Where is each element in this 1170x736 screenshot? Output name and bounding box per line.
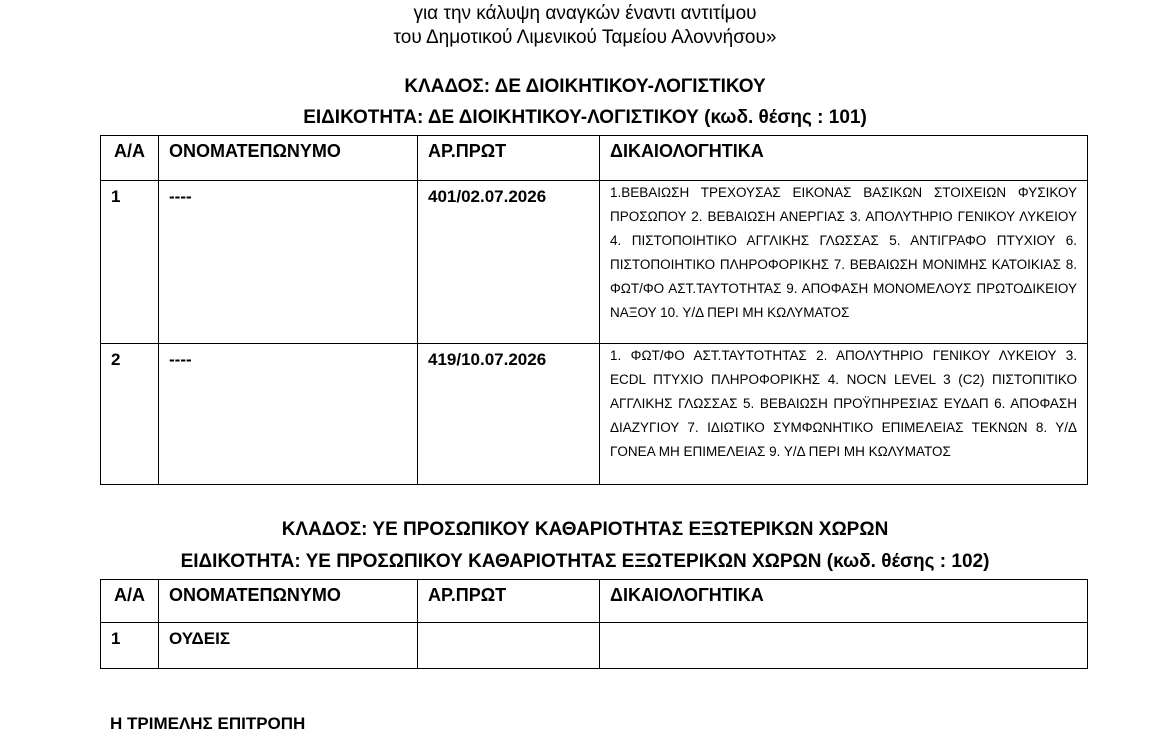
section2-table	[100, 579, 1088, 669]
table-header-row	[101, 580, 1088, 623]
header-name: ΟΝΟΜΑΤΕΠΩΝΥΜΟ	[159, 136, 418, 181]
intro-line-1: για την κάλυψη αναγκών έναντι αντιτίμου	[413, 3, 757, 24]
row-documents: 1. ΦΩΤ/ΦΟ ΑΣΤ.ΤΑΥΤΟΤΗΤΑΣ 2. ΑΠΟΛΥΤΗΡΙΟ ΓΕΝΙΚΟΥ ΛΥΚΕΙΟΥ 3. ECDL ΠΤΥΧΙΟ ΠΛΗΡΟΦΟΡΙΚΗΣ 4. NOCN LEVEL 3 (C2) ΠΙΣΤΟΠΙΤΙΚΟ ΑΓΓΛΙΚΗΣ ΓΛΩΣΣΑΣ 5. ΒΕΒΑΙΩΣΗ ΠΡΟΫΠΗΡΕΣΙΑΣ ΕΥΔΑΠ 6. ΑΠΟΦΑΣΗ ΔΙΑΖΥΓΙΟΥ 7. ΙΔΙΩΤΙΚΟ ΣΥΜΦΩΝΗΤΙΚΟ ΕΠΙΜΕΛΕΙΑΣ ΤΕΚΝΩΝ 8. Υ/Δ ΓΟΝΕΑ ΜΗ ΕΠΙΜΕΛΕΙΑΣ 9. Υ/Δ ΠΕΡΙ ΜΗ ΚΩΛΥΜΑΤΟΣ	[600, 344, 1088, 485]
header-aa: Α/Α	[101, 580, 159, 623]
row-name: ----	[159, 181, 418, 344]
row-name: ----	[159, 344, 418, 485]
row-protocol-number: 401/02.07.2026	[418, 181, 600, 344]
row-protocol-number: 419/10.07.2026	[418, 344, 600, 485]
table-row	[101, 344, 1088, 485]
section1-table	[100, 135, 1088, 485]
header-prot: ΑΡ.ΠΡΩΤ	[418, 580, 600, 623]
header-docs: ΔΙΚΑΙΟΛΟΓΗΤΙΚΑ	[600, 136, 1088, 181]
table-row	[101, 623, 1088, 669]
row-aa: 2	[101, 344, 159, 485]
header-name: ΟΝΟΜΑΤΕΠΩΝΥΜΟ	[159, 580, 418, 623]
section2-eidikotita-heading: ΕΙΔΙΚΟΤΗΤΑ: ΥΕ ΠΡΟΣΩΠΙΚΟΥ ΚΑΘΑΡΙΟΤΗΤΑΣ ΕΞΩΤΕΡΙΚΩΝ ΧΩΡΩΝ (κωδ. θέσης : 102)	[180, 551, 990, 572]
section1-klados-heading: ΚΛΑΔΟΣ: ΔΕ ΔΙΟΙΚΗΤΙΚΟΥ-ΛΟΓΙΣΤΙΚΟΥ	[404, 76, 766, 97]
section2-klados-heading: ΚΛΑΔΟΣ: ΥΕ ΠΡΟΣΩΠΙΚΟΥ ΚΑΘΑΡΙΟΤΗΤΑΣ ΕΞΩΤΕΡΙΚΩΝ ΧΩΡΩΝ	[281, 519, 889, 540]
table-header-row	[101, 136, 1088, 181]
row-aa: 1	[101, 623, 159, 669]
row-protocol-number	[418, 623, 600, 669]
row-documents	[600, 623, 1088, 669]
header-prot: ΑΡ.ΠΡΩΤ	[418, 136, 600, 181]
header-docs: ΔΙΚΑΙΟΛΟΓΗΤΙΚΑ	[600, 580, 1088, 623]
row-name: ΟΥΔΕΙΣ	[159, 623, 418, 669]
header-aa: Α/Α	[101, 136, 159, 181]
row-aa: 1	[101, 181, 159, 344]
intro-line-2: του Δημοτικού Λιμενικού Ταμείου Αλοννήσου»	[393, 27, 777, 48]
section1-eidikotita-heading: ΕΙΔΙΚΟΤΗΤΑ: ΔΕ ΔΙΟΙΚΗΤΙΚΟΥ-ΛΟΓΙΣΤΙΚΟΥ (κωδ. θέσης : 101)	[303, 107, 867, 128]
table-row	[101, 181, 1088, 344]
committee-signature-heading: Η ΤΡΙΜΕΛΗΣ ΕΠΙΤΡΟΠΗ	[110, 714, 306, 733]
row-documents: 1.ΒΕΒΑΙΩΣΗ ΤΡΕΧΟΥΣΑΣ ΕΙΚΟΝΑΣ ΒΑΣΙΚΩΝ ΣΤΟΙΧΕΙΩΝ ΦΥΣΙΚΟΥ ΠΡΟΣΩΠΟΥ 2. ΒΕΒΑΙΩΣΗ ΑΝΕΡΓΙΑΣ 3. ΑΠΟΛΥΤΗΡΙΟ ΓΕΝΙΚΟΥ ΛΥΚΕΙΟΥ 4. ΠΙΣΤΟΠΟΙΗΤΙΚΟ ΑΓΓΛΙΚΗΣ ΓΛΩΣΣΑΣ 5. ΑΝΤΙΓΡΑΦΟ ΠΤΥΧΙΟΥ 6. ΠΙΣΤΟΠΟΙΗΤΙΚΟ ΠΛΗΡΟΦΟΡΙΚΗΣ 7. ΒΕΒΑΙΩΣΗ ΜΟΝΙΜΗΣ ΚΑΤΟΙΚΙΑΣ 8. ΦΩΤ/ΦΟ ΑΣΤ.ΤΑΥΤΟΤΗΤΑΣ 9. ΑΠΟΦΑΣΗ ΜΟΝΟΜΕΛΟΥΣ ΠΡΩΤΟΔΙΚΕΙΟΥ ΝΑΞΟΥ 10. Υ/Δ ΠΕΡΙ ΜΗ ΚΩΛΥΜΑΤΟΣ	[600, 181, 1088, 344]
